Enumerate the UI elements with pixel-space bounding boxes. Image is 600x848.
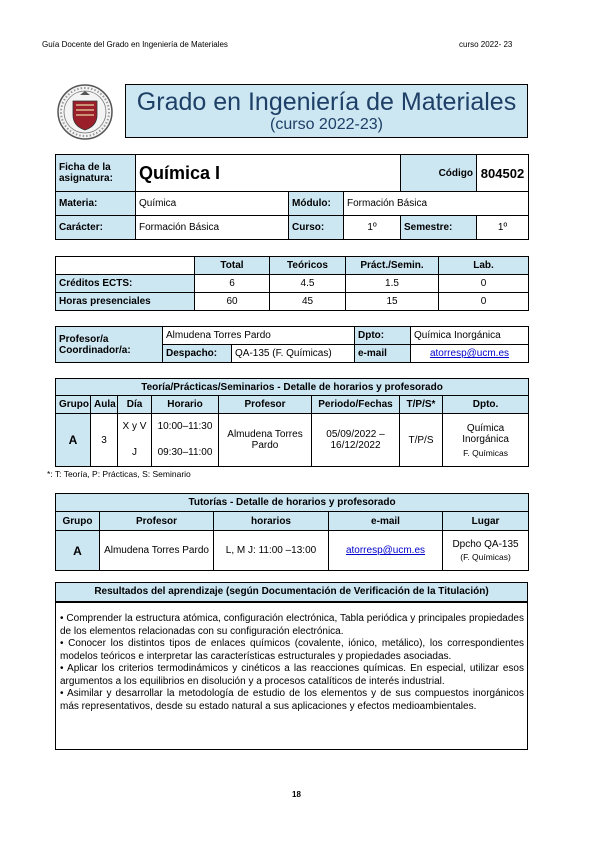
schedule-header-dia: Día (118, 396, 152, 414)
schedule-table (55, 378, 529, 467)
coordinator-table (55, 326, 529, 363)
schedule-footnote: *: T: Teoría, P: Prácticas, S: Seminario (47, 469, 191, 479)
schedule-header-tps: T/P/S* (400, 396, 443, 414)
schedule-header-periodo: Periodo/Fechas (312, 396, 400, 414)
tutorias-table (55, 493, 529, 571)
results-item: • Aplicar los criterios termodinámicos y cinéticos a las reacciones químicas. En especial, utilizar esos argumentos a los equilibrios en disolución y a procesos catalíticos de interés industrial. (60, 663, 524, 687)
schedule-periodo: 05/09/2022 – 16/12/2022 (312, 414, 400, 467)
semestre-value: 1º (477, 216, 529, 240)
credits-header-empty (56, 257, 195, 275)
subject-name: Química I (136, 155, 401, 192)
tutorias-header-email: e-mail (329, 512, 443, 531)
modulo-value: Formación Básica (344, 192, 529, 216)
subject-code: 804502 (477, 155, 529, 192)
credits-row-label: Créditos ECTS: (56, 275, 195, 293)
credits-cell: 6 (195, 275, 270, 293)
schedule-header-dpto: Dpto. (443, 396, 529, 414)
subject-ficha-label: Ficha de la asignatura: (56, 155, 136, 192)
credits-cell: 0 (439, 275, 529, 293)
tutorias-horarios: L, M J: 11:00 –13:00 (214, 531, 329, 571)
hours-cell: 60 (195, 293, 270, 311)
tutorias-header-profesor: Profesor (100, 512, 214, 531)
schedule-dpto: Química Inorgánica (462, 422, 509, 445)
results-title: Resultados del aprendizaje (según Documentación de Verificación de la Titulación) (55, 582, 528, 602)
coordinator-dpto-label: Dpto: (355, 327, 411, 345)
tutorias-title: Tutorías - Detalle de horarios y profesorado (56, 494, 529, 512)
materia-label: Materia: (56, 192, 136, 216)
schedule-header-horario: Horario (152, 396, 219, 414)
schedule-header-profesor: Profesor (219, 396, 312, 414)
credits-header-total: Total (195, 257, 270, 275)
credits-table (55, 256, 529, 311)
coordinator-despacho: QA-135 (F. Químicas) (232, 345, 355, 363)
results-item: • Asimilar y desarrollar la metodología de estudio de los elementos y de sus compuestos inorgánicos más representativos, desde su estado natural a sus aplicaciones y efectos medioambientales. (60, 688, 524, 712)
schedule-aula: 3 (91, 414, 118, 467)
schedule-group: A (56, 414, 91, 467)
schedule-dpto-faculty: F. Químicas (463, 447, 508, 458)
coordinator-label: Profesor/a Coordinador/a: (56, 327, 163, 363)
hours-cell: 15 (346, 293, 439, 311)
tutorias-header-grupo: Grupo (56, 512, 100, 531)
tutorias-lugar: Dpcho QA-135 (452, 539, 519, 550)
university-seal-icon (56, 83, 114, 141)
tutorias-group: A (56, 531, 100, 571)
document-header-year: curso 2022- 23 (459, 40, 513, 49)
hours-cell: 45 (270, 293, 346, 311)
credits-header-practicas: Práct./Semin. (346, 257, 439, 275)
hours-row-label: Horas presenciales (56, 293, 195, 311)
curso-value: 1º (344, 216, 401, 240)
credits-cell: 4.5 (270, 275, 346, 293)
schedule-day-2: J (132, 447, 137, 458)
modulo-label: Módulo: (289, 192, 344, 216)
subject-code-label: Código (401, 155, 477, 192)
tutorias-header-horarios: horarios (214, 512, 329, 531)
tutorias-profesor: Almudena Torres Pardo (100, 531, 214, 571)
credits-header-teoricos: Teóricos (270, 257, 346, 275)
page-number: 18 (292, 790, 301, 799)
schedule-profesor: Almudena Torres Pardo (219, 414, 312, 467)
tutorias-lugar-faculty: (F. Químicas) (460, 552, 511, 562)
degree-title: Grado en Ingeniería de Materiales (136, 88, 517, 116)
schedule-tps: T/P/S (400, 414, 443, 467)
coordinator-despacho-label: Despacho: (163, 345, 232, 363)
results-item: • Comprender la estructura atómica, configuración electrónica, Tabla periódica y principales propiedades de los elementos relacionadas con su configuración electrónica. (60, 613, 524, 637)
caracter-label: Carácter: (56, 216, 136, 240)
schedule-time-1: 10:00–11:30 (157, 421, 213, 432)
schedule-day-1: X y V (122, 421, 147, 432)
hours-cell: 0 (439, 293, 529, 311)
schedule-header-grupo: Grupo (56, 396, 91, 414)
semestre-label: Semestre: (401, 216, 477, 240)
course-year-title: (curso 2022-23) (270, 116, 383, 133)
credits-header-lab: Lab. (439, 257, 529, 275)
coordinator-name: Almudena Torres Pardo (163, 327, 355, 345)
results-item: • Conocer los distintos tipos de enlaces químicos (covalente, iónico, metálico), los correspondientes modelos teóricos e interpretar las características estructurales y propiedades asociadas. (60, 638, 524, 662)
schedule-time-2: 09:30–11:00 (157, 447, 213, 458)
schedule-title: Teoría/Prácticas/Seminarios - Detalle de horarios y profesorado (56, 379, 529, 396)
coordinator-dpto: Química Inorgánica (411, 327, 529, 345)
subject-info-table (55, 154, 529, 240)
credits-cell: 1.5 (346, 275, 439, 293)
coordinator-email-link[interactable]: atorresp@ucm.es (429, 348, 510, 359)
tutorias-email-link[interactable]: atorresp@ucm.es (345, 545, 426, 556)
caracter-value: Formación Básica (136, 216, 289, 240)
curso-label: Curso: (289, 216, 344, 240)
results-body (55, 602, 528, 750)
coordinator-email-label: e-mail (355, 345, 411, 363)
degree-title-box (125, 84, 528, 138)
materia-value: Química (136, 192, 289, 216)
tutorias-header-lugar: Lugar (443, 512, 529, 531)
document-header-title: Guía Docente del Grado en Ingeniería de Materiales (42, 40, 228, 49)
schedule-header-aula: Aula (91, 396, 118, 414)
